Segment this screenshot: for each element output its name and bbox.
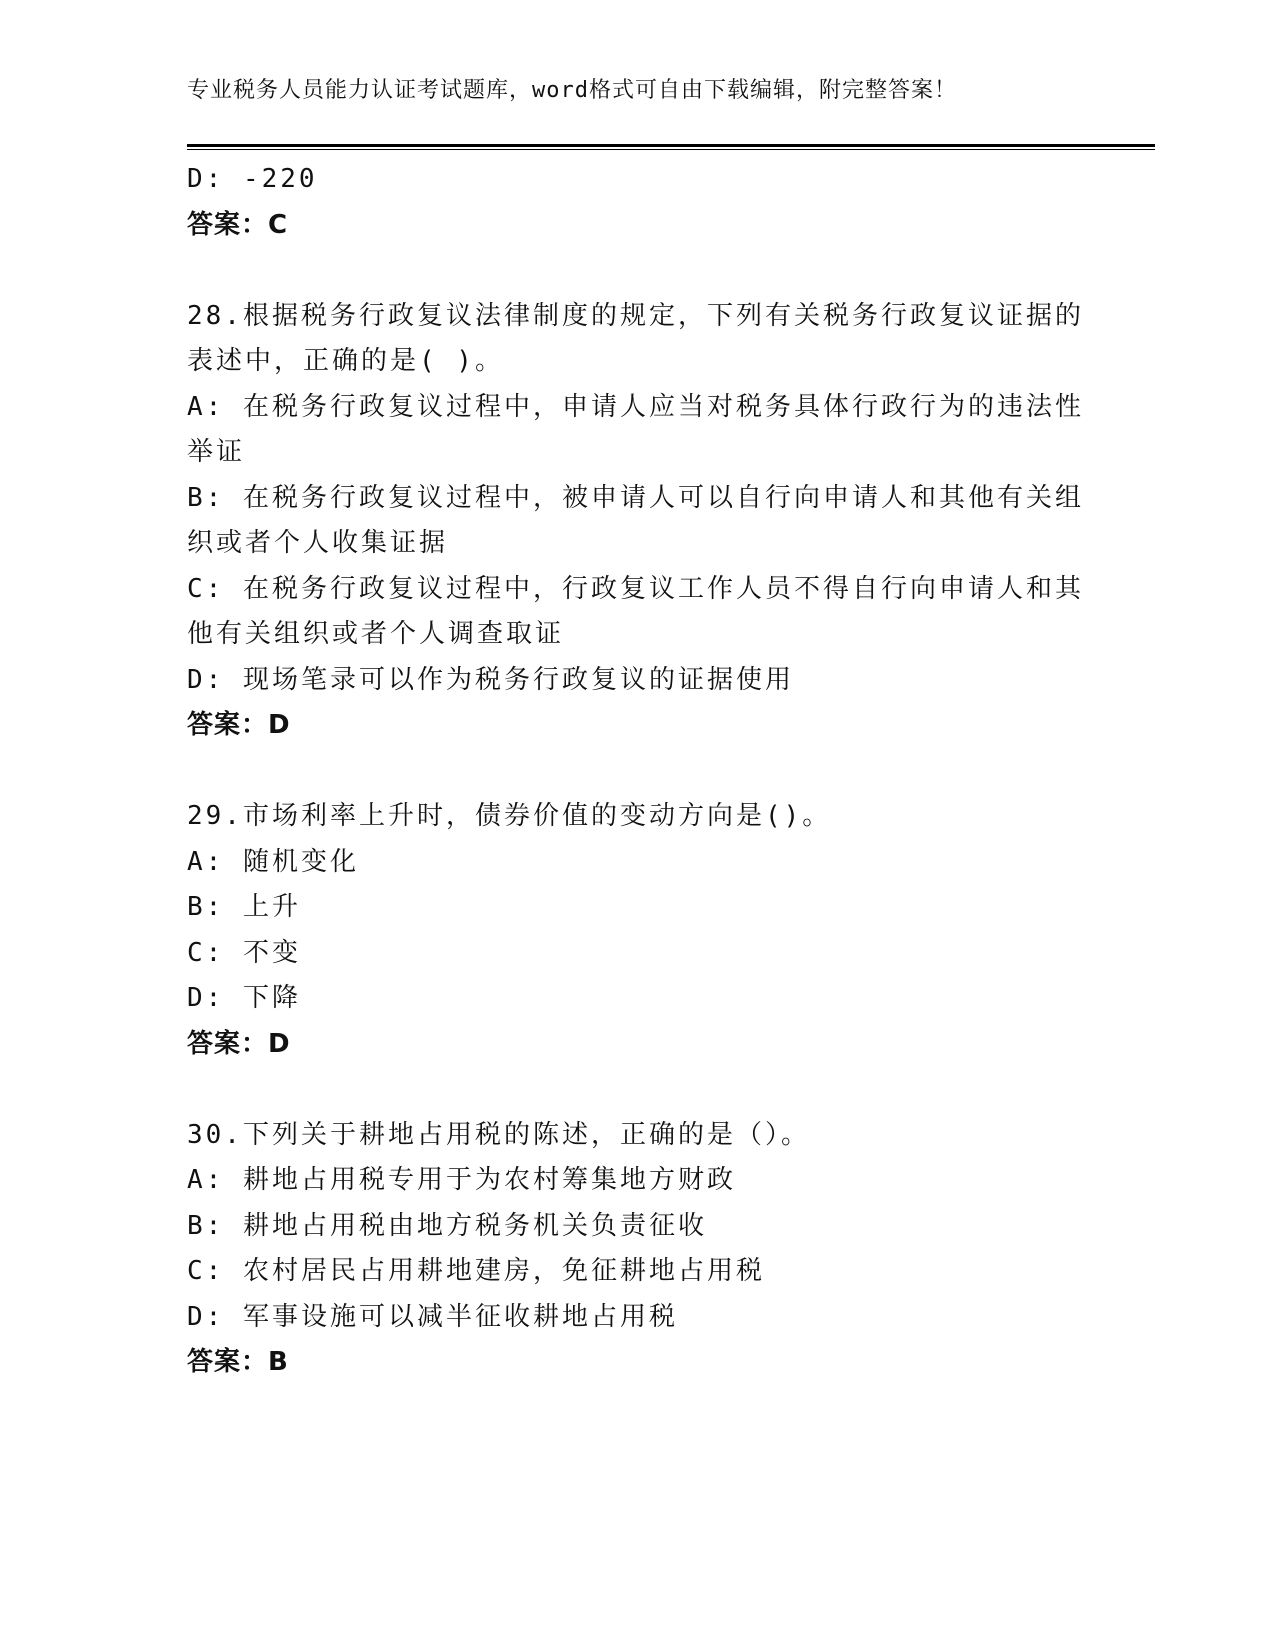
option-d: D: 下降: [187, 983, 301, 1013]
spacer: [187, 248, 1087, 294]
question-stem: 29.市场利率上升时，债券价值的变动方向是()。: [187, 801, 832, 831]
previous-question-tail: [187, 157, 1087, 248]
question-stem: 30.下列关于耕地占用税的陈述，正确的是（）。: [187, 1119, 810, 1150]
option-c: C: 农村居民占用耕地建房，免征耕地占用税: [187, 1256, 765, 1286]
answer-line: 答案：D: [187, 1028, 291, 1059]
question-29: [187, 794, 1087, 1067]
spacer: [187, 1067, 1087, 1113]
option-b-continued: 织或者个人收集证据: [187, 528, 449, 558]
option-a: A: 在税务行政复议过程中，申请人应当对税务具体行政行为的违法性: [187, 391, 1084, 422]
answer-line: 答案：B: [187, 1347, 289, 1377]
answer-line: 答案：C: [187, 209, 289, 240]
option-b: B: 在税务行政复议过程中，被申请人可以自行向申请人和其他有关组: [187, 482, 1084, 513]
option-a: A: 随机变化: [187, 846, 359, 877]
question-28: [187, 294, 1087, 749]
question-stem-continued: 表述中，正确的是( )。: [187, 346, 504, 376]
option-c: C: 在税务行政复议过程中，行政复议工作人员不得自行向申请人和其: [187, 573, 1084, 604]
question-30: [187, 1113, 1087, 1386]
option-a: A: 耕地占用税专用于为农村筹集地方财政: [187, 1165, 736, 1195]
spacer: [187, 749, 1087, 795]
option-a-continued: 举证: [187, 437, 246, 467]
option-c: C: 不变: [187, 937, 301, 968]
header-rule-thick: [187, 144, 1155, 147]
option-d: D: 现场笔录可以作为税务行政复议的证据使用: [187, 664, 794, 695]
option-d: D: -220: [187, 164, 318, 194]
question-content: [187, 157, 1087, 1386]
header-rule-thin: [187, 149, 1155, 150]
option-d: D: 军事设施可以减半征收耕地占用税: [187, 1301, 678, 1332]
page-header: 专业税务人员能力认证考试题库，word格式可自由下载编辑，附完整答案！: [187, 78, 957, 103]
option-c-continued: 他有关组织或者个人调查取证: [187, 619, 565, 649]
option-b: B: 上升: [187, 892, 301, 922]
answer-line: 答案：D: [187, 710, 291, 740]
option-b: B: 耕地占用税由地方税务机关负责征收: [187, 1210, 707, 1241]
question-stem: 28.根据税务行政复议法律制度的规定，下列有关税务行政复议证据的: [187, 300, 1084, 331]
